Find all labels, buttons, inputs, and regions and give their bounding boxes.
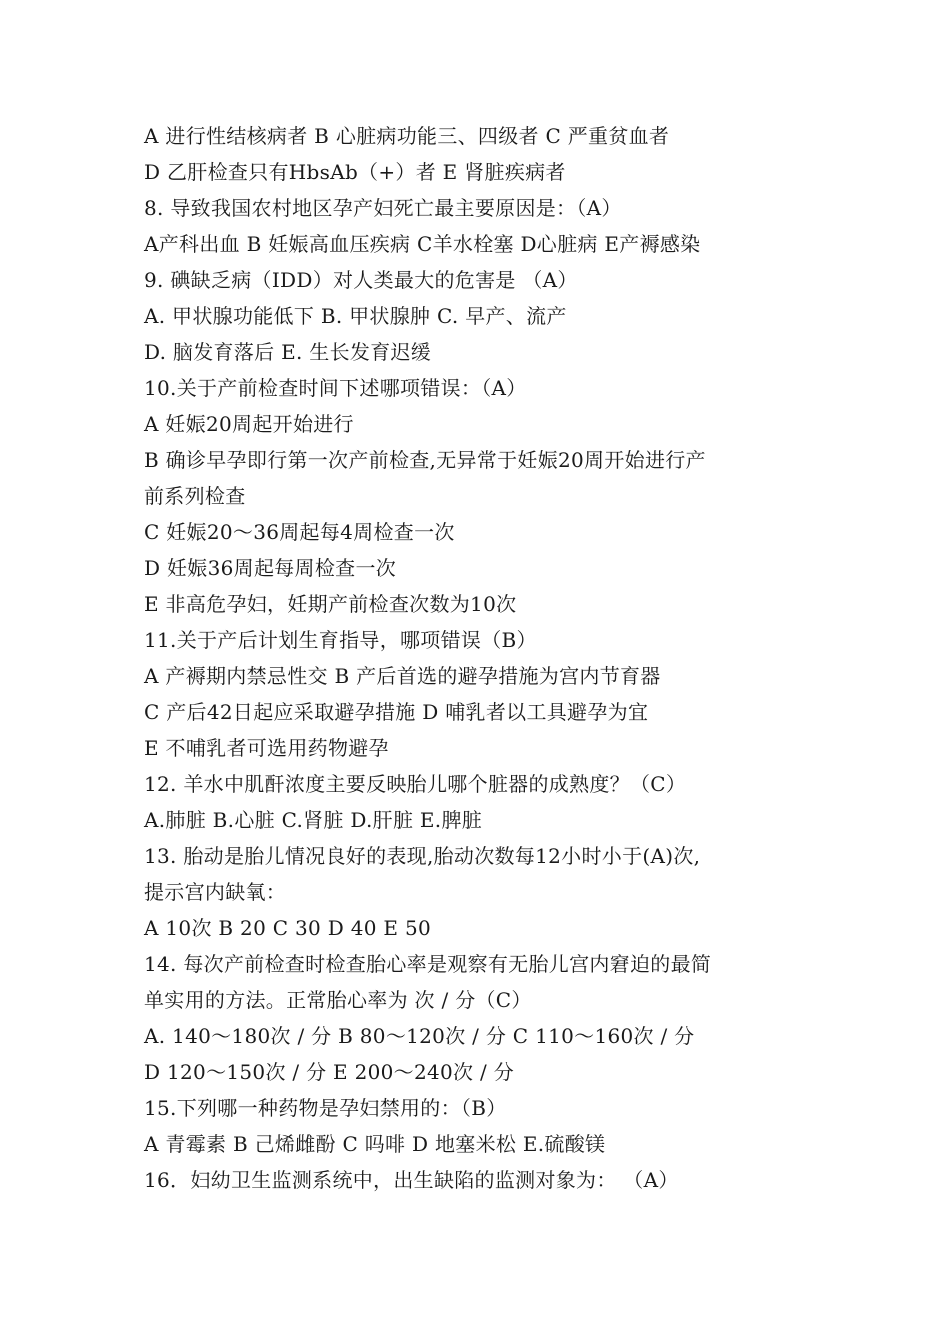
question-15: 15.下列哪一种药物是孕妇禁用的：（B） — [144, 1096, 507, 1120]
text-line: B 确诊早孕即行第一次产前检查,无异常于妊娠20周开始进行产 — [144, 448, 706, 472]
question-10: 10.关于产前检查时间下述哪项错误：（A） — [144, 376, 527, 400]
question-14: 14. 每次产前检查时检查胎心率是观察有无胎儿宫内窘迫的最简 — [144, 952, 712, 976]
question-9: 9. 碘缺乏病（IDD）对人类最大的危害是 （A） — [144, 268, 578, 292]
text-line: E 非高危孕妇，妊期产前检查次数为10次 — [144, 592, 517, 616]
text-line: A 妊娠20周起开始进行 — [144, 412, 354, 436]
text-line: 单实用的方法。正常胎心率为 次 / 分（C） — [144, 988, 532, 1012]
question-8: 8. 导致我国农村地区孕产妇死亡最主要原因是：（A） — [144, 196, 622, 220]
question-text-block — [144, 118, 834, 1198]
text-line: A产科出血 B 妊娠高血压疾病 C羊水栓塞 D心脏病 E产褥感染 — [144, 232, 701, 256]
text-line: D 乙肝检查只有HbsAb（+）者 E 肾脏疾病者 — [144, 160, 566, 184]
text-line: 提示宫内缺氧： — [144, 880, 287, 904]
question-11: 11.关于产后计划生育指导，哪项错误（B） — [144, 628, 537, 652]
text-line: D 妊娠36周起每周检查一次 — [144, 556, 397, 580]
text-line: A 10次 B 20 C 30 D 40 E 50 — [144, 916, 432, 940]
text-line: A 青霉素 B 己烯雌酚 C 吗啡 D 地塞米松 E.硫酸镁 — [144, 1132, 606, 1156]
text-line: E 不哺乳者可选用药物避孕 — [144, 736, 389, 760]
text-line: A.肺脏 B.心脏 C.肾脏 D.肝脏 E.脾脏 — [144, 808, 483, 832]
text-line: C 产后42日起应采取避孕措施 D 哺乳者以工具避孕为宜 — [144, 700, 649, 724]
text-line: D. 脑发育落后 E. 生长发育迟缓 — [144, 340, 432, 364]
text-line: A 进行性结核病者 B 心脏病功能三、四级者 C 严重贫血者 — [144, 124, 670, 148]
question-16: 16．妇幼卫生监测系统中，出生缺陷的监测对象为： （A） — [144, 1168, 679, 1192]
text-line: C 妊娠20～36周起每4周检查一次 — [144, 520, 455, 544]
text-line: A. 140～180次 / 分 B 80～120次 / 分 C 110～160次 / 分 — [144, 1024, 695, 1048]
text-line: 前系列检查 — [144, 484, 246, 508]
question-12: 12. 羊水中肌酐浓度主要反映胎儿哪个脏器的成熟度？（C） — [144, 772, 687, 796]
text-line: A 产褥期内禁忌性交 B 产后首选的避孕措施为宫内节育器 — [144, 664, 661, 688]
question-13: 13. 胎动是胎儿情况良好的表现,胎动次数每12小时小于(A)次, — [144, 844, 701, 868]
text-line: A. 甲状腺功能低下 B. 甲状腺肿 C. 早产、流产 — [144, 304, 567, 328]
text-line: D 120～150次 / 分 E 200～240次 / 分 — [144, 1060, 515, 1084]
